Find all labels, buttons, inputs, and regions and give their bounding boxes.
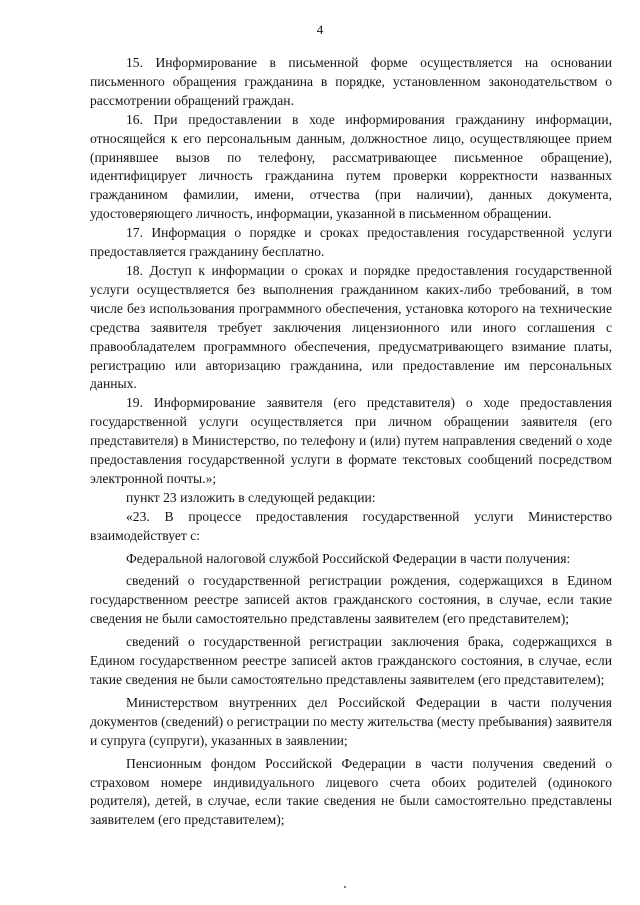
list-item-fns: Федеральной налоговой службой Российской Федерации в части получения: [126,550,571,566]
list-item-pension-fund: Пенсионным фондом Российской Федерации в части получения сведений о страховом номере индивидуального лицевого счета обоих родителей (одинокого родителя), детей, в случае, если такие сведения не были самостоятельно представлены заявителем (его представителем); [90,755,612,828]
amendment-instruction: пункт 23 изложить в следующей редакции: [126,489,376,505]
page-number: 4 [316,22,324,37]
paragraph-17: 17. Информация о порядке и сроках предоставления государственной услуги предоставляется гражданину бесплатно. [90,225,612,260]
paragraph-23-intro: «23. В процессе предоставления государственной услуги Министерство взаимодействует с: [90,508,612,543]
paragraph-19: 19. Информирование заявителя (его представителя) о ходе предоставления государственной услуги осуществляется при личном обращении заявителя (его представителя) в Министерство, по телефону и (или) путем направления сведений о ходе предоставления государственной услуги в формате текстовых сообщений посредством электронной почты.»; [90,395,612,486]
paragraph-16: 16. При предоставлении в ходе информирования гражданину информации, относящейся к его персональным данным, должностное лицо, осуществляющее прием (принявшее вызов по телефону, рассматривающее письменное обращение), идентифицирует личность гражданина путем проверки корректности названных гражданином фамилии, имени, отчества (при наличии), данных документа, удостоверяющего личность, информации, указанной в письменном обращении. [90,111,612,222]
scan-speck [344,886,346,888]
paragraph-18: 18. Доступ к информации о сроках и порядке предоставления государственной услуги осуществляется без выполнения гражданином каких-либо требований, в том числе без использования программного обеспечения, установка которого на технические средства заявителя требует заключения лицензионного или иного соглашения с правообладателем программного обеспечения, предусматривающего взимание платы, регистрацию или авторизацию гражданина, или предоставление им персональных данных. [90,262,612,392]
list-item-mvd: Министерством внутренних дел Российской Федерации в части получения документов (сведений) о регистрации по месту жительства (месту пребывания) заявителя и супруга (супруги), указанных в заявлении; [90,694,612,748]
document-body [90,54,612,830]
list-item-birth-registration: сведений о государственной регистрации рождения, содержащихся в Едином государственном реестре записей актов гражданского состояния, в случае, если такие сведения не были самостоятельно представлены заявителем (его представителем); [90,573,612,627]
paragraph-15: 15. Информирование в письменной форме осуществляется на основании письменного обращения гражданина в порядке, установленном законодательством о рассмотрении обращений граждан. [90,55,612,108]
list-item-marriage-registration: сведений о государственной регистрации заключения брака, содержащихся в Едином государственном реестре записей актов гражданского состояния, в случае, если такие сведения не были самостоятельно представлены заявителем (его представителем); [90,634,612,687]
